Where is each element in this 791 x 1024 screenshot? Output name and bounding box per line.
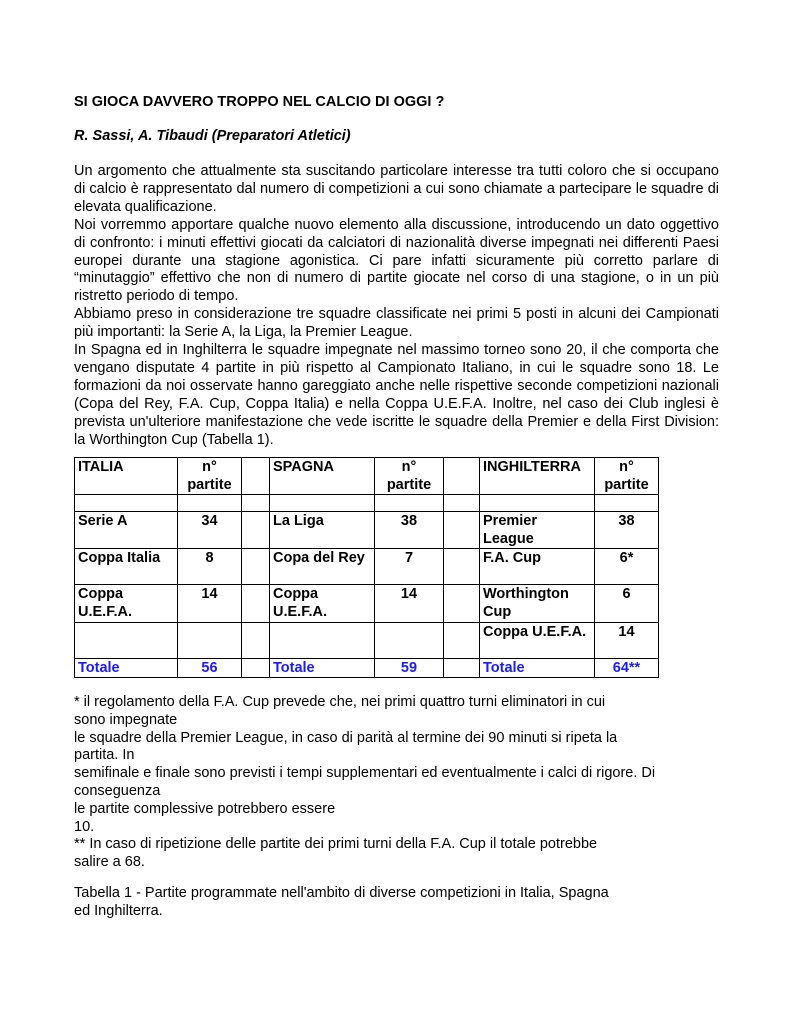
spacer-cell bbox=[444, 458, 480, 495]
cell: Coppa Italia bbox=[75, 549, 178, 585]
cell: 7 bbox=[375, 549, 444, 585]
table-row bbox=[75, 585, 659, 622]
paragraph: Abbiamo preso in considerazione tre squadre classificate nei primi 5 posti in alcuni dei Campionati più importanti: la Serie A, la Liga, la Premier League. bbox=[74, 306, 719, 341]
cell: Premier League bbox=[480, 512, 595, 549]
total-cell: 59 bbox=[375, 658, 444, 678]
header-cell: n° partite bbox=[375, 458, 444, 495]
header-cell: n° partite bbox=[595, 458, 659, 495]
total-cell: Totale bbox=[270, 658, 375, 678]
cell: 34 bbox=[178, 512, 242, 549]
table-footnotes bbox=[74, 694, 674, 872]
paragraph: Noi vorremmo apportare qualche nuovo elemento alla discussione, introducendo un dato oggettivo di confronto: i minuti effettivi giocati da calciatori di nazionalità diverse impegnati nei differenti Paesi europei durante una stagione agonistica. Ci pare infatti sicuramente più corretto parlare di “minutaggio” effettivo che non di numero di partite giocate nel corso di una stagione, o in un più ristretto periodo di tempo. bbox=[74, 216, 719, 305]
table-row bbox=[75, 549, 659, 585]
table-row bbox=[75, 512, 659, 549]
spacer-cell bbox=[444, 512, 480, 549]
cell: F.A. Cup bbox=[480, 549, 595, 585]
table-row bbox=[75, 622, 659, 658]
empty-cell bbox=[75, 495, 178, 512]
table-total-row bbox=[75, 658, 659, 678]
spacer-cell bbox=[444, 549, 480, 585]
paragraph: Un argomento che attualmente sta suscitando particolare interesse tra tutti coloro che si occupano di calcio è rappresentato dal numero di competizioni a cui sono chiamate a partecipare le squadre di elevata qualificazione. bbox=[74, 163, 719, 215]
total-cell: Totale bbox=[75, 658, 178, 678]
spacer-cell bbox=[242, 495, 270, 512]
cell: La Liga bbox=[270, 512, 375, 549]
header-cell: INGHILTERRA bbox=[480, 458, 595, 495]
cell: Coppa U.E.F.A. bbox=[75, 585, 178, 622]
article-body bbox=[74, 163, 719, 450]
competitions-table bbox=[74, 457, 659, 678]
cell bbox=[270, 622, 375, 658]
cell: 6 bbox=[595, 585, 659, 622]
cell: Coppa U.E.F.A. bbox=[270, 585, 375, 622]
footnote-line: partita. In bbox=[74, 747, 135, 764]
header-cell: SPAGNA bbox=[270, 458, 375, 495]
spacer-cell bbox=[242, 658, 270, 678]
spacer-cell bbox=[444, 495, 480, 512]
cell: 38 bbox=[375, 512, 444, 549]
cell: Copa del Rey bbox=[270, 549, 375, 585]
header-cell: n° partite bbox=[178, 458, 242, 495]
spacer-cell bbox=[242, 512, 270, 549]
cell: Worthington Cup bbox=[480, 585, 595, 622]
article-authors: R. Sassi, A. Tibaudi (Preparatori Atletici) bbox=[74, 128, 351, 144]
cell: Serie A bbox=[75, 512, 178, 549]
cell: 6* bbox=[595, 549, 659, 585]
footnote-line: ** In caso di ripetizione delle partite dei primi turni della F.A. Cup il totale potrebbe bbox=[74, 836, 598, 853]
cell: 14 bbox=[375, 585, 444, 622]
spacer-cell bbox=[444, 658, 480, 678]
footnote-line: 10. bbox=[74, 818, 95, 835]
footnote-line: * il regolamento della F.A. Cup prevede che, nei primi quattro turni eliminatori in cui bbox=[74, 694, 606, 710]
cell: 38 bbox=[595, 512, 659, 549]
total-cell: 56 bbox=[178, 658, 242, 678]
empty-cell bbox=[270, 495, 375, 512]
table-header-row bbox=[75, 458, 659, 495]
empty-cell bbox=[178, 495, 242, 512]
spacer-cell bbox=[242, 585, 270, 622]
footnote-line: conseguenza bbox=[74, 782, 161, 799]
footnote-line: semifinale e finale sono previsti i tempi supplementari ed eventualmente i calci di rigore. Di bbox=[74, 765, 656, 782]
empty-cell bbox=[595, 495, 659, 512]
caption-line: ed Inghilterra. bbox=[74, 902, 163, 919]
caption-line: Tabella 1 - Partite programmate nell'ambito di diverse competizioni in Italia, Spagna bbox=[74, 885, 609, 901]
cell bbox=[375, 622, 444, 658]
table-caption bbox=[74, 885, 674, 921]
cell: 8 bbox=[178, 549, 242, 585]
spacer-cell bbox=[242, 458, 270, 495]
spacer-cell bbox=[242, 549, 270, 585]
total-cell: 64** bbox=[595, 658, 659, 678]
spacer-cell bbox=[444, 622, 480, 658]
empty-cell bbox=[375, 495, 444, 512]
cell bbox=[178, 622, 242, 658]
cell: 14 bbox=[178, 585, 242, 622]
spacer-cell bbox=[242, 622, 270, 658]
empty-cell bbox=[480, 495, 595, 512]
cell: 14 bbox=[595, 622, 659, 658]
total-cell: Totale bbox=[480, 658, 595, 678]
cell bbox=[75, 622, 178, 658]
spacer-cell bbox=[444, 585, 480, 622]
paragraph: In Spagna ed in Inghilterra le squadre impegnate nel massimo torneo sono 20, il che comporta che vengano disputate 4 partite in più rispetto al Campionato Italiano, in cui le squadre sono 18. Le formazioni da noi osservate hanno gareggiato anche nelle rispettive seconde competizioni nazionali (Copa del Rey, F.A. Cup, Coppa Italia) e nella Coppa U.E.F.A. Inoltre, nel caso dei Club inglesi è prevista un'ulteriore manifestazione che vede iscritte le squadre della Premier e della First Division: la Worthington Cup (Tabella 1). bbox=[74, 342, 719, 448]
header-cell: ITALIA bbox=[75, 458, 178, 495]
footnote-line: sono impegnate bbox=[74, 711, 178, 728]
footnote-line: salire a 68. bbox=[74, 854, 145, 871]
table-empty-row bbox=[75, 495, 659, 512]
footnote-line: le partite complessive potrebbero essere bbox=[74, 800, 336, 817]
article-title: SI GIOCA DAVVERO TROPPO NEL CALCIO DI OGGI ? bbox=[74, 94, 445, 110]
footnote-line: le squadre della Premier League, in caso di parità al termine dei 90 minuti si ripeta la bbox=[74, 729, 618, 746]
cell: Coppa U.E.F.A. bbox=[480, 622, 595, 658]
